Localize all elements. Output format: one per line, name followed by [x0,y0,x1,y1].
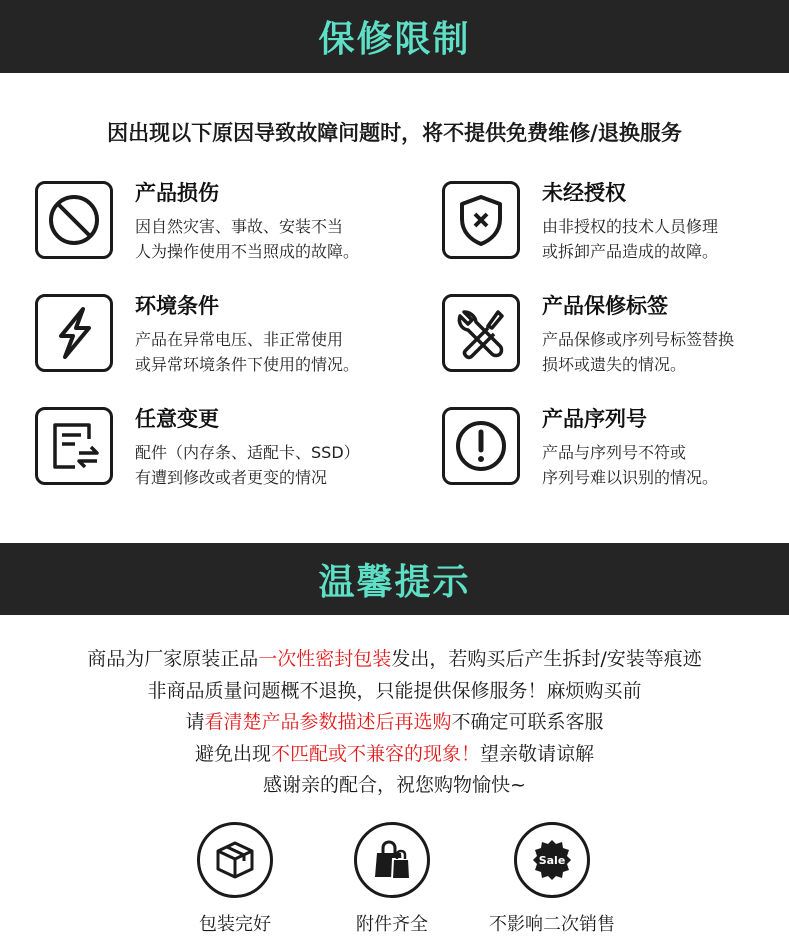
reminder-text: 发出，若购买后产生拆封/安装等痕迹 [391,648,702,670]
limit-item-desc-line: 人为操作使用不当照成的故障。 [135,242,360,261]
tools-icon [442,294,520,372]
badge-label: 包装完好 [199,914,271,935]
limit-item-desc [542,214,789,264]
limit-item-desc [542,440,789,490]
limit-item-title: 任意变更 [135,407,219,431]
limit-item-desc [135,214,435,264]
badge-resale-unaffected [472,822,632,936]
warranty-limits-banner [0,0,789,73]
sale-tag-icon [514,822,590,898]
reminder-line-3 [0,707,789,739]
lightning-icon [35,294,113,372]
limit-item-desc [542,327,789,377]
limit-item-title: 环境条件 [135,294,219,318]
limit-item-modification [35,407,415,497]
badge-accessories-complete [312,822,472,936]
limit-item-product-damage [35,181,415,271]
reminder-text: 请 [185,711,205,733]
limit-item-desc-line: 序列号难以识别的情况。 [542,468,719,487]
limit-item-desc-line: 有遭到修改或者更变的情况 [135,468,328,487]
limit-item-desc-line: 或拆卸产品造成的故障。 [542,242,719,261]
limit-item-unauthorized [442,181,789,271]
reminder-line-4 [0,739,789,771]
badge-label: 附件齐全 [356,914,428,935]
exclamation-icon [442,407,520,485]
prohibited-icon [35,181,113,259]
limit-item-serial-number [442,407,789,497]
reminder-text: 不确定可联系客服 [451,711,604,733]
document-swap-icon [35,407,113,485]
reminder-text: 望亲敬请谅解 [480,742,595,765]
badge-label: 不影响二次销售 [489,914,615,935]
limit-item-desc-line: 产品在异常电压、非正常使用 [135,330,344,349]
limit-item-desc-line: 因自然灾害、事故、安装不当 [135,217,344,236]
limit-item-title: 产品损伤 [135,181,219,205]
limit-item-title: 未经授权 [542,181,626,205]
limit-item-desc [135,327,435,377]
shield-x-icon [442,181,520,259]
warranty-intro-text: 因出现以下原因导致故障问题时，将不提供免费维修/退换服务 [107,121,682,145]
warranty-limits-title: 保修限制 [318,19,471,60]
limit-item-desc [135,440,435,490]
reminder-line-2: 非商品质量问题概不退换，只能提供保修服务！麻烦购买前 [147,679,642,702]
reminder-text: 商品为厂家原装正品 [87,648,259,670]
badge-package-intact [155,822,315,936]
reminder-text-block [0,644,789,802]
reminder-text: 避免出现 [194,742,271,765]
limit-item-desc-line: 由非授权的技术人员修理 [542,217,719,236]
shopping-bag-icon [354,822,430,898]
reminder-highlight: 不匹配或不兼容的现象！ [270,742,480,765]
reminder-title: 温馨提示 [318,561,471,603]
limit-item-environment [35,294,415,384]
limit-item-warranty-label [442,294,789,384]
limit-item-desc-line: 产品与序列号不符或 [542,443,687,462]
limit-item-desc-line: 或异常环境条件下使用的情况。 [135,355,360,374]
package-icon [197,822,273,898]
reminder-highlight: 看清楚产品参数描述后再选购 [204,711,452,733]
limit-item-desc-line: 损坏或遗失的情况。 [542,355,687,374]
limit-item-title: 产品保修标签 [542,294,668,318]
reminder-line-5: 感谢亲的配合，祝您购物愉快~ [263,774,526,796]
limit-item-title: 产品序列号 [542,407,647,431]
limit-item-desc-line: 配件（内存条、适配卡、SSD） [135,443,360,462]
reminder-line-1 [0,644,789,676]
limit-item-desc-line: 产品保修或序列号标签替换 [542,330,735,349]
reminder-banner [0,543,789,615]
sale-tag-text: Sale [538,854,566,867]
reminder-highlight: 一次性密封包装 [258,648,392,670]
